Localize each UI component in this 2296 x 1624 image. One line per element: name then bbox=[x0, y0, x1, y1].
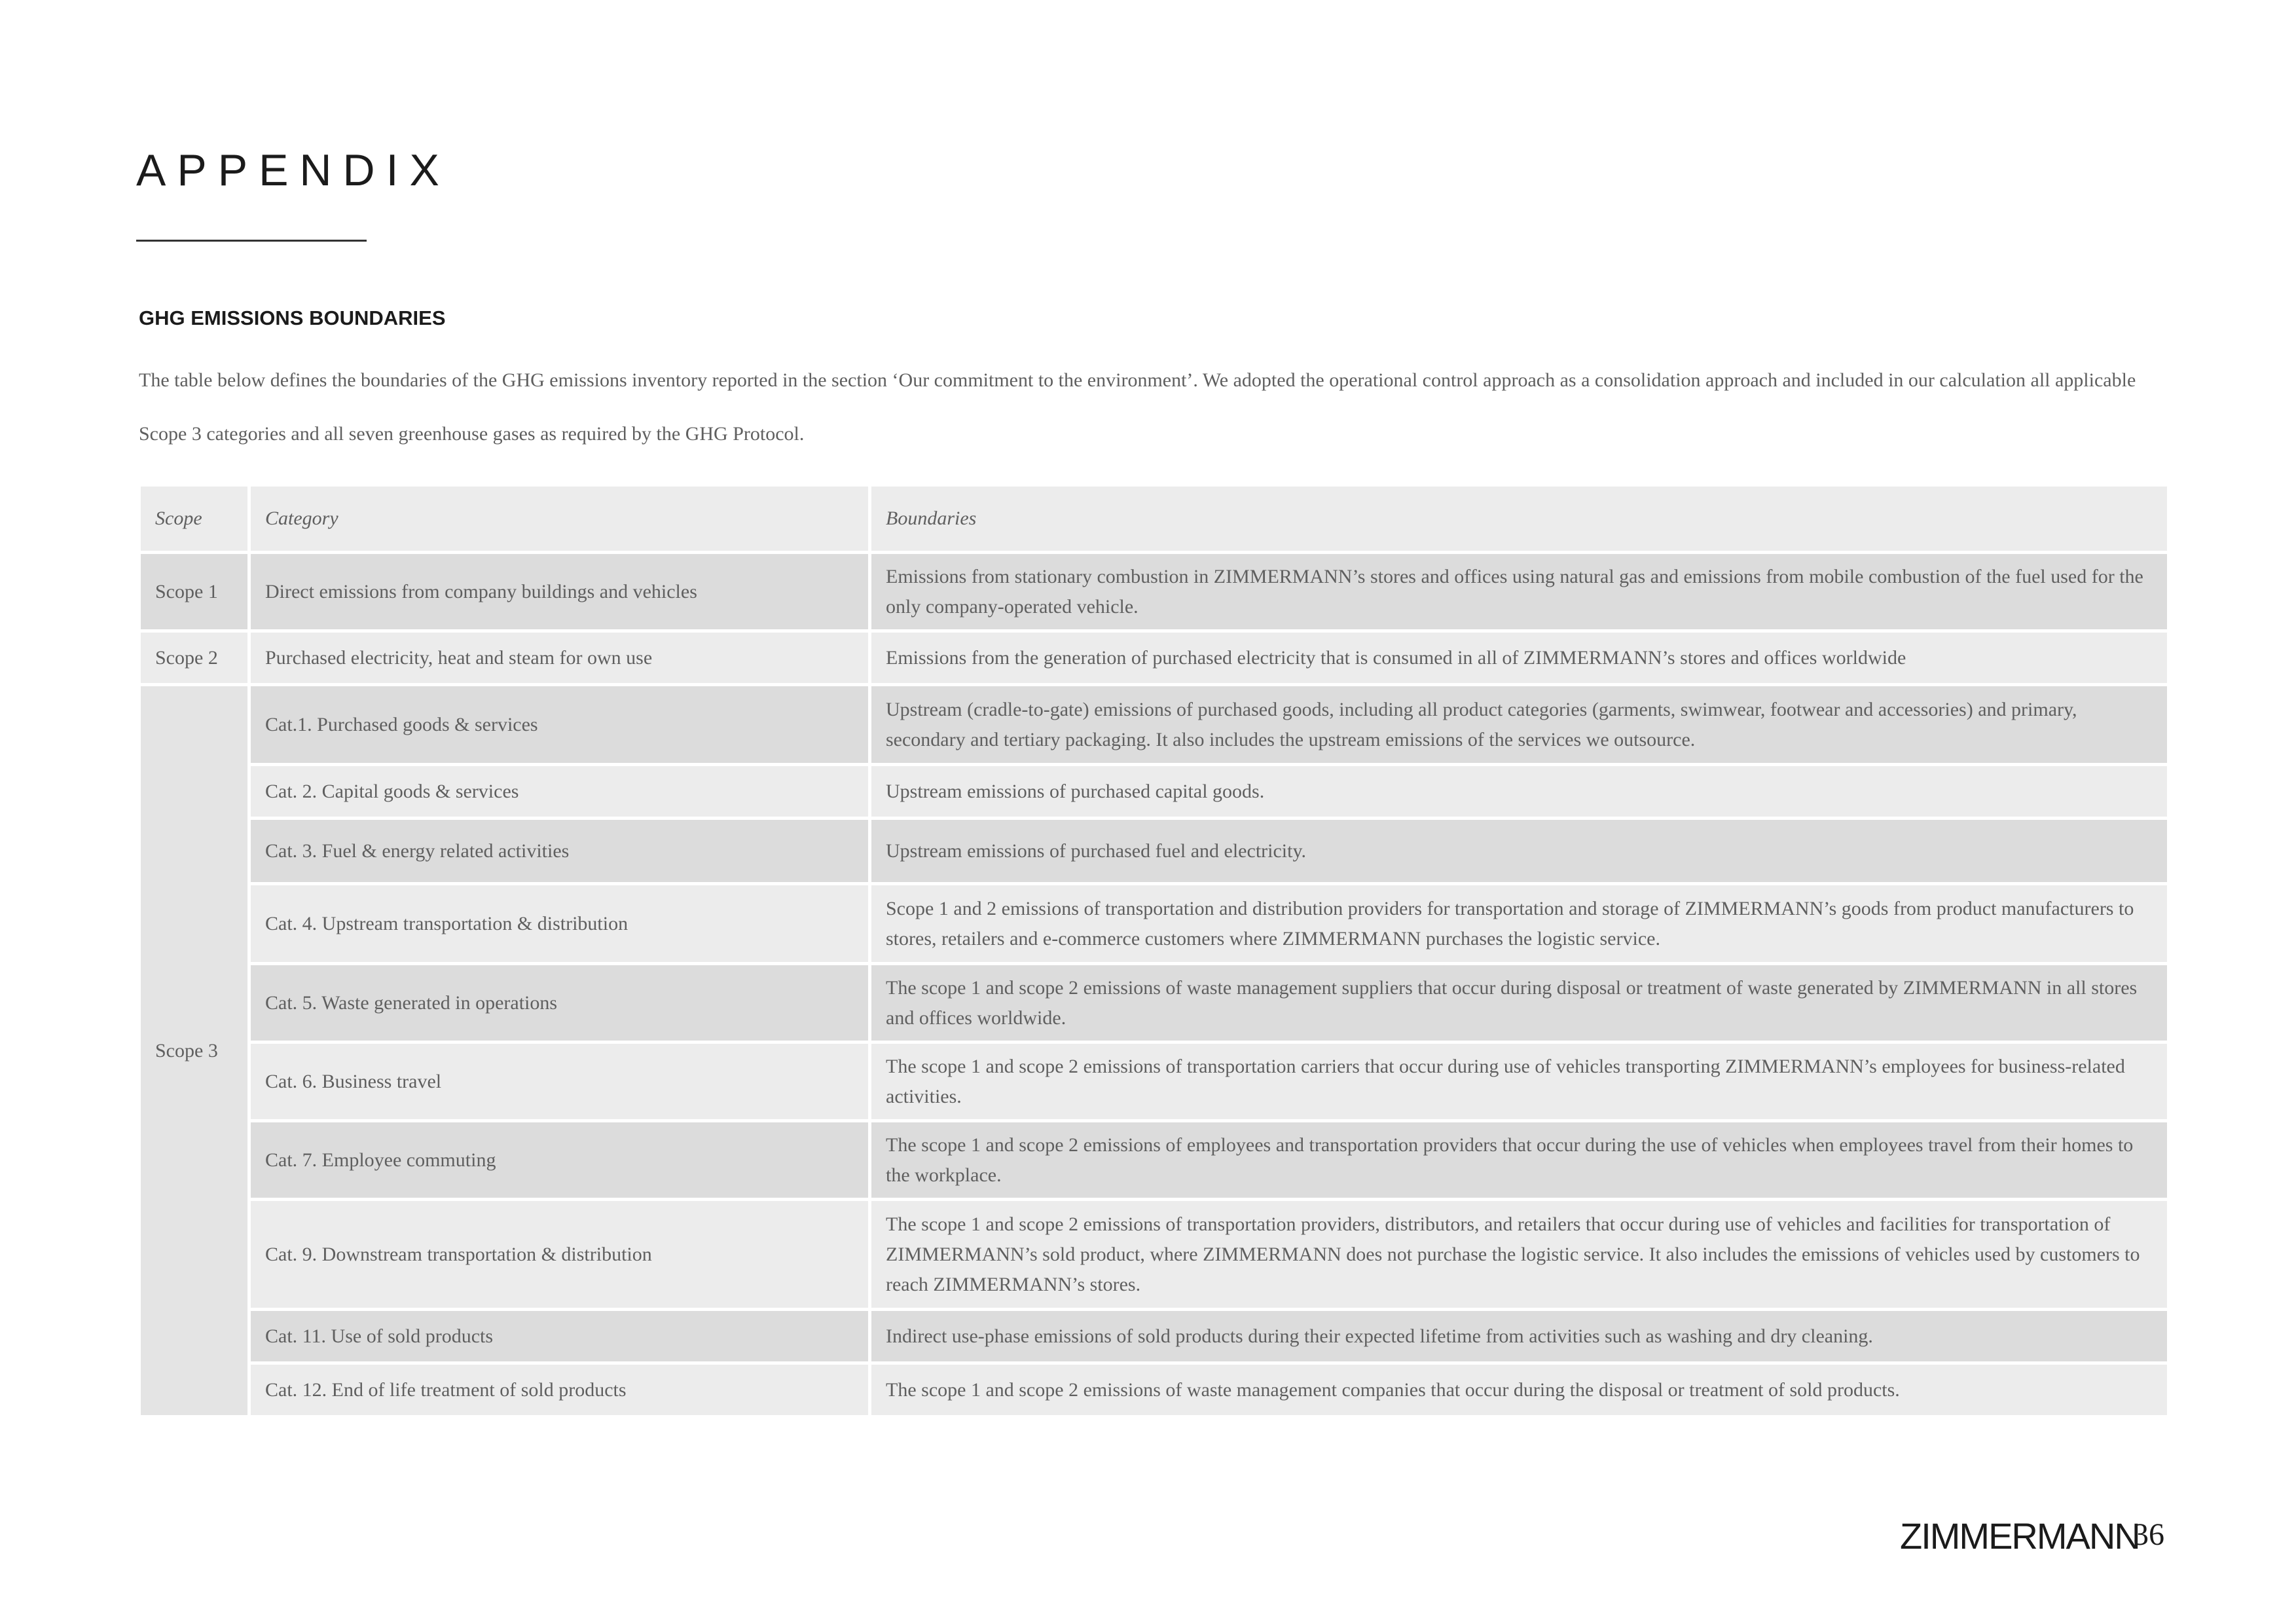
page-title: APPENDIX bbox=[136, 145, 450, 195]
boundaries-cell: Upstream emissions of purchased fuel and electricity. bbox=[870, 819, 2169, 884]
boundaries-cell: The scope 1 and scope 2 emissions of employees and transportation providers that occur during the use of vehicles when employees travel from their homes to the workplace. bbox=[870, 1121, 2169, 1200]
ghg-boundaries-table bbox=[137, 483, 2170, 1418]
intro-paragraph: The table below defines the boundaries of the GHG emissions inventory reported in the section ‘Our commitment to the environment’. We adopted the operational control approach as a consolidation approach and included in our calculation all applicable Scope 3 categories and all seven greenhouse gases as required by the GHG Protocol. bbox=[139, 369, 2136, 445]
boundaries-cell: The scope 1 and scope 2 emissions of transportation providers, distributors, and retailers that occur during use of vehicles and facilities for transportation of ZIMMERMANN’s sold product, where ZIMMERMANN does not purchase the logistic service. It also includes the emissions of vehicles used by customers to reach ZIMMERMANN’s stores. bbox=[870, 1200, 2169, 1310]
table-header-row bbox=[139, 485, 2169, 553]
category-cell: Cat.1. Purchased goods & services bbox=[249, 685, 870, 765]
table-row-scope2 bbox=[139, 631, 2169, 685]
category-cell: Direct emissions from company buildings and vehicles bbox=[249, 553, 870, 631]
brand-logo: ZIMMERMANN bbox=[1900, 1515, 2140, 1557]
header-category: Category bbox=[249, 485, 870, 553]
table-row bbox=[139, 964, 2169, 1043]
boundaries-cell: Indirect use-phase emissions of sold products during their expected lifetime from activities such as washing and dry cleaning. bbox=[870, 1310, 2169, 1363]
page-number: 36 bbox=[2133, 1517, 2164, 1552]
category-cell: Cat. 7. Employee commuting bbox=[249, 1121, 870, 1200]
boundaries-cell: The scope 1 and scope 2 emissions of transportation carriers that occur during use of vehicles transporting ZIMMERMANN’s employees for business-related activities. bbox=[870, 1043, 2169, 1121]
table-row bbox=[139, 685, 2169, 765]
category-cell: Cat. 2. Capital goods & services bbox=[249, 765, 870, 819]
boundaries-cell: Scope 1 and 2 emissions of transportation and distribution providers for transportation and storage of ZIMMERMANN’s goods from product manufacturers to stores, retailers and e-commerce customers where ZIMMERMANN purchases the logistic service. bbox=[870, 884, 2169, 964]
boundaries-cell: Upstream (cradle-to-gate) emissions of purchased goods, including all product categories (garments, swimwear, footwear and accessories) and primary, secondary and tertiary packaging. It also includes the upstream emissions of the services we outsource. bbox=[870, 685, 2169, 765]
category-cell: Cat. 11. Use of sold products bbox=[249, 1310, 870, 1363]
scope-cell: Scope 1 bbox=[139, 553, 249, 631]
category-cell: Cat. 3. Fuel & energy related activities bbox=[249, 819, 870, 884]
table-row bbox=[139, 1043, 2169, 1121]
category-cell: Cat. 12. End of life treatment of sold products bbox=[249, 1363, 870, 1417]
table-row bbox=[139, 819, 2169, 884]
boundaries-cell: Upstream emissions of purchased capital goods. bbox=[870, 765, 2169, 819]
boundaries-cell: The scope 1 and scope 2 emissions of waste management suppliers that occur during disposal or treatment of waste generated by ZIMMERMANN in all stores and offices worldwide. bbox=[870, 964, 2169, 1043]
category-cell: Cat. 6. Business travel bbox=[249, 1043, 870, 1121]
table-row-scope1 bbox=[139, 553, 2169, 631]
header-scope: Scope bbox=[139, 485, 249, 553]
scope-cell: Scope 2 bbox=[139, 631, 249, 685]
boundaries-cell: The scope 1 and scope 2 emissions of waste management companies that occur during the disposal or treatment of sold products. bbox=[870, 1363, 2169, 1417]
table-row bbox=[139, 1121, 2169, 1200]
category-cell: Cat. 9. Downstream transportation & distribution bbox=[249, 1200, 870, 1310]
header-boundaries: Boundaries bbox=[870, 485, 2169, 553]
table-row bbox=[139, 765, 2169, 819]
table-row bbox=[139, 1363, 2169, 1417]
title-divider bbox=[136, 240, 367, 242]
table-row bbox=[139, 1310, 2169, 1363]
table-row bbox=[139, 1200, 2169, 1310]
section-heading: GHG EMISSIONS BOUNDARIES bbox=[139, 306, 446, 329]
category-cell: Cat. 5. Waste generated in operations bbox=[249, 964, 870, 1043]
category-cell: Cat. 4. Upstream transportation & distribution bbox=[249, 884, 870, 964]
category-cell: Purchased electricity, heat and steam for own use bbox=[249, 631, 870, 685]
boundaries-cell: Emissions from the generation of purchased electricity that is consumed in all of ZIMMERMANN’s stores and offices worldwide bbox=[870, 631, 2169, 685]
scope-cell-scope3: Scope 3 bbox=[139, 685, 249, 1417]
table-row bbox=[139, 884, 2169, 964]
boundaries-cell: Emissions from stationary combustion in ZIMMERMANN’s stores and offices using natural gas and emissions from mobile combustion of the fuel used for the only company-operated vehicle. bbox=[870, 553, 2169, 631]
